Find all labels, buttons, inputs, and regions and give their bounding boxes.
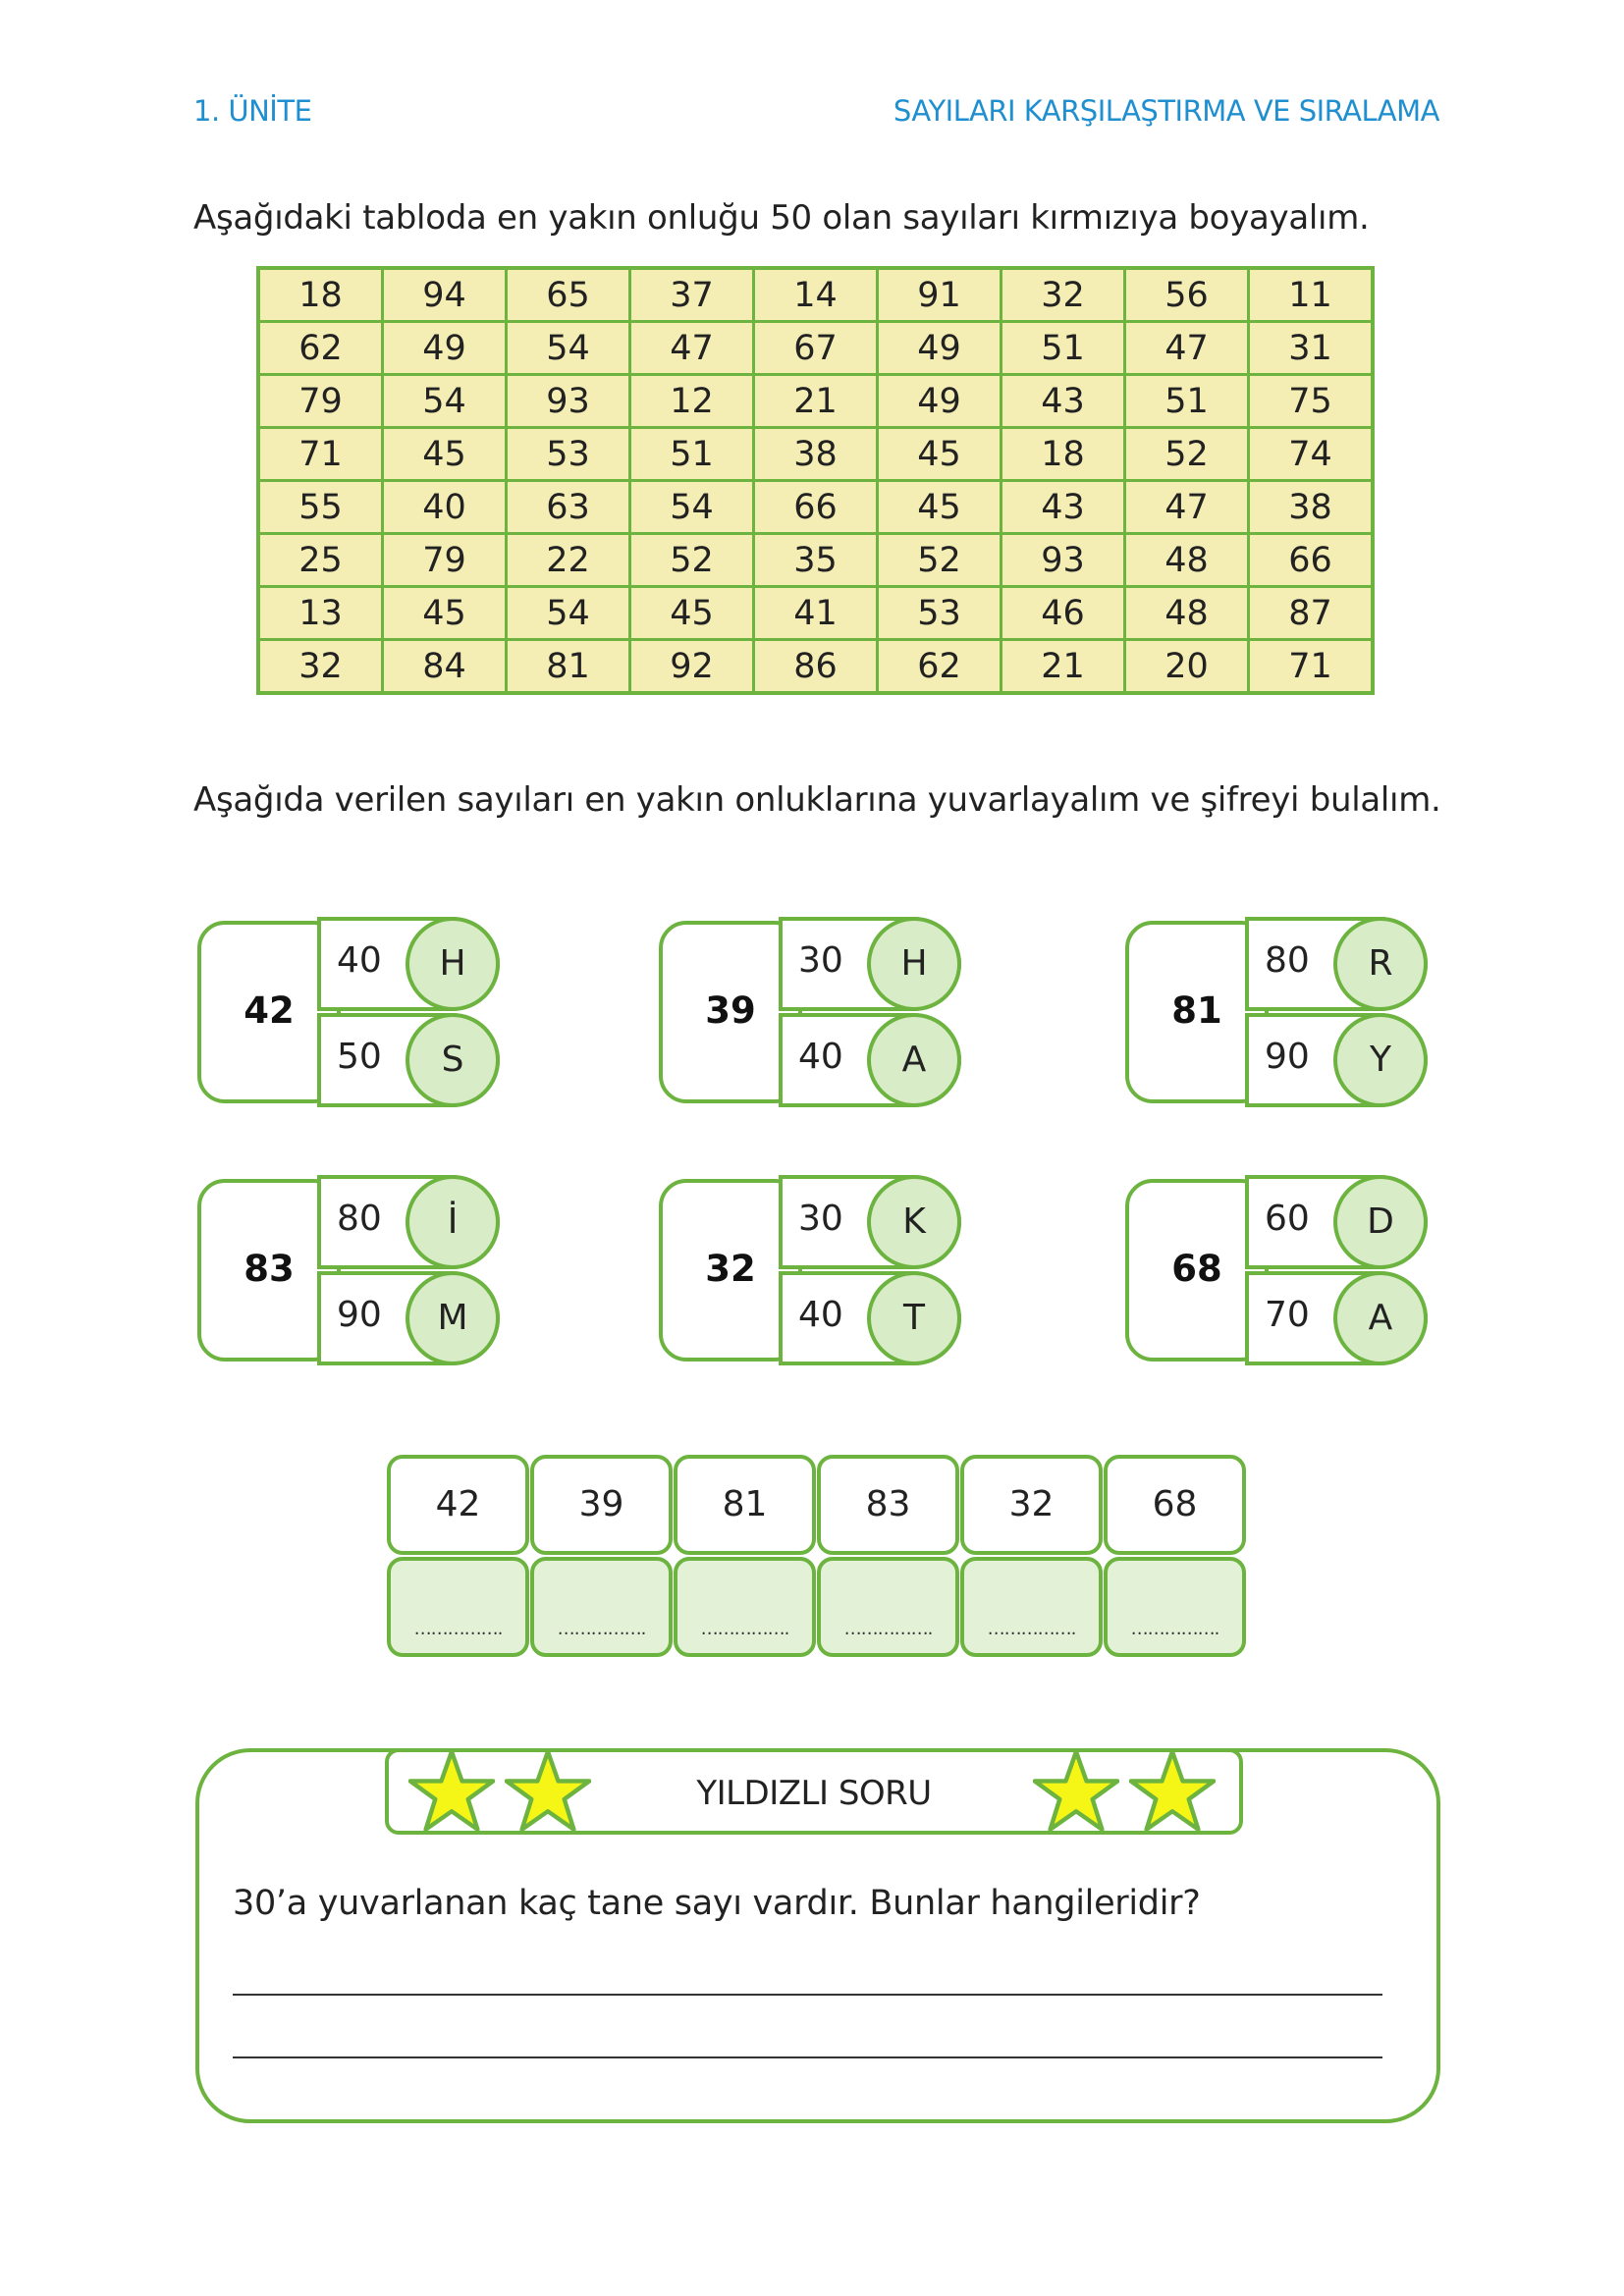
given-number: 42: [244, 989, 295, 1032]
table-cell[interactable]: 94: [383, 268, 507, 322]
code-blank: …………….: [843, 1619, 933, 1639]
option-value: 80: [337, 1199, 382, 1239]
table-row: [258, 587, 1373, 640]
table-row: [258, 640, 1373, 694]
option-letter: H: [406, 917, 500, 1011]
table-cell[interactable]: 46: [1001, 587, 1125, 640]
table-cell[interactable]: 54: [507, 587, 630, 640]
table-cell[interactable]: 52: [878, 534, 1001, 587]
table-row: [258, 428, 1373, 481]
table-cell[interactable]: 43: [1001, 375, 1125, 428]
option-value: 50: [337, 1037, 382, 1077]
star-question-title: YILDIZLI SORU: [696, 1774, 932, 1813]
option-value: 40: [337, 940, 382, 981]
table-cell[interactable]: 67: [754, 322, 878, 375]
rounding-group: [197, 917, 512, 1109]
table-cell[interactable]: 49: [878, 322, 1001, 375]
table-cell[interactable]: 48: [1125, 587, 1249, 640]
table-cell[interactable]: 71: [1249, 640, 1374, 694]
given-number: 81: [1171, 989, 1222, 1032]
given-number: 32: [705, 1248, 756, 1290]
table-cell[interactable]: 22: [507, 534, 630, 587]
table-cell[interactable]: 93: [507, 375, 630, 428]
table-cell[interactable]: 37: [630, 268, 754, 322]
table-cell[interactable]: 40: [383, 481, 507, 534]
table-cell[interactable]: 56: [1125, 268, 1249, 322]
rounding-instruction: Aşağıda verilen sayıları en yakın onluklarına yuvarlayalım ve şifreyi bulalım.: [193, 780, 1441, 820]
table-cell[interactable]: 52: [1125, 428, 1249, 481]
table-cell[interactable]: 47: [630, 322, 754, 375]
table-cell[interactable]: 21: [1001, 640, 1125, 694]
option-value: 30: [798, 940, 843, 981]
option-letter: A: [1333, 1271, 1428, 1365]
rounding-group: [1125, 1175, 1439, 1367]
option-value: 90: [1265, 1037, 1310, 1077]
option-value: 40: [798, 1037, 843, 1077]
rounding-option[interactable]: [317, 1013, 500, 1107]
star-question-text: 30’a yuvarlanan kaç tane sayı vardır. Bunlar hangileridir?: [233, 1884, 1201, 1923]
rounding-option[interactable]: [317, 1175, 500, 1269]
table-cell[interactable]: 25: [258, 534, 383, 587]
rounding-option[interactable]: [1245, 1013, 1428, 1107]
option-letter: M: [406, 1271, 500, 1365]
table-cell[interactable]: 66: [1249, 534, 1374, 587]
code-blank: …………….: [987, 1619, 1076, 1639]
table-cell[interactable]: 45: [383, 587, 507, 640]
star-icon: [1129, 1748, 1216, 1835]
option-letter: H: [867, 917, 961, 1011]
option-value: 80: [1265, 940, 1310, 981]
option-value: 60: [1265, 1199, 1310, 1239]
table-cell[interactable]: 18: [1001, 428, 1125, 481]
table-cell[interactable]: 93: [1001, 534, 1125, 587]
table-cell[interactable]: 32: [258, 640, 383, 694]
star-question-banner: [385, 1748, 1243, 1835]
table-row: [258, 322, 1373, 375]
table-cell[interactable]: 55: [258, 481, 383, 534]
table-cell[interactable]: 53: [878, 587, 1001, 640]
table-cell[interactable]: 84: [383, 640, 507, 694]
code-answer-box[interactable]: [817, 1557, 959, 1657]
table-cell[interactable]: 53: [507, 428, 630, 481]
table-cell[interactable]: 45: [878, 481, 1001, 534]
table-cell[interactable]: 38: [754, 428, 878, 481]
code-blank: …………….: [700, 1619, 789, 1639]
option-letter: K: [867, 1175, 961, 1269]
table-cell[interactable]: 87: [1249, 587, 1374, 640]
table-cell[interactable]: 41: [754, 587, 878, 640]
rounding-option[interactable]: [779, 1175, 961, 1269]
code-number: 42: [387, 1455, 529, 1555]
table-cell[interactable]: 47: [1125, 481, 1249, 534]
table-cell[interactable]: 45: [383, 428, 507, 481]
rounding-option[interactable]: [779, 1271, 961, 1365]
table-cell[interactable]: 62: [878, 640, 1001, 694]
code-answer-box[interactable]: [960, 1557, 1103, 1657]
option-value: 90: [337, 1295, 382, 1335]
answer-line[interactable]: [233, 2056, 1382, 2058]
rounding-option[interactable]: [317, 917, 500, 1011]
table-cell[interactable]: 13: [258, 587, 383, 640]
option-value: 70: [1265, 1295, 1310, 1335]
given-number: 39: [705, 989, 756, 1032]
code-blank: …………….: [413, 1619, 503, 1639]
rounding-option[interactable]: [779, 917, 961, 1011]
table-cell[interactable]: 54: [507, 322, 630, 375]
table-cell[interactable]: 51: [630, 428, 754, 481]
number-table: [256, 266, 1375, 695]
table-cell[interactable]: 52: [630, 534, 754, 587]
option-letter: T: [867, 1271, 961, 1365]
table-cell[interactable]: 20: [1125, 640, 1249, 694]
table-cell[interactable]: 48: [1125, 534, 1249, 587]
given-number: 83: [244, 1248, 295, 1290]
option-letter: S: [406, 1013, 500, 1107]
table-cell[interactable]: 45: [630, 587, 754, 640]
table-cell[interactable]: 47: [1125, 322, 1249, 375]
table-cell[interactable]: 65: [507, 268, 630, 322]
rounding-option[interactable]: [1245, 1271, 1428, 1365]
table-cell[interactable]: 79: [383, 534, 507, 587]
table-cell[interactable]: 66: [754, 481, 878, 534]
rounding-group: [197, 1175, 512, 1367]
table-cell[interactable]: 14: [754, 268, 878, 322]
table-cell[interactable]: 71: [258, 428, 383, 481]
code-answer-box[interactable]: [387, 1557, 529, 1657]
rounding-group: [659, 1175, 973, 1367]
option-letter: D: [1333, 1175, 1428, 1269]
table-instruction: Aşağıdaki tabloda en yakın onluğu 50 olan sayıları kırmızıya boyayalım.: [193, 198, 1370, 238]
code-blank: …………….: [557, 1619, 646, 1639]
rounding-option[interactable]: [1245, 917, 1428, 1011]
table-cell[interactable]: 51: [1125, 375, 1249, 428]
table-cell[interactable]: 18: [258, 268, 383, 322]
table-row: [258, 268, 1373, 322]
table-cell[interactable]: 54: [630, 481, 754, 534]
option-letter: Y: [1333, 1013, 1428, 1107]
table-cell[interactable]: 63: [507, 481, 630, 534]
table-row: [258, 375, 1373, 428]
table-cell[interactable]: 11: [1249, 268, 1374, 322]
rounding-option[interactable]: [317, 1271, 500, 1365]
answer-line[interactable]: [233, 1994, 1382, 1996]
code-answer-box[interactable]: [1104, 1557, 1246, 1657]
table-cell[interactable]: 49: [878, 375, 1001, 428]
option-value: 40: [798, 1295, 843, 1335]
rounding-option[interactable]: [779, 1013, 961, 1107]
table-cell[interactable]: 32: [1001, 268, 1125, 322]
table-cell[interactable]: 75: [1249, 375, 1374, 428]
table-cell[interactable]: 35: [754, 534, 878, 587]
code-number: 83: [817, 1455, 959, 1555]
table-cell[interactable]: 74: [1249, 428, 1374, 481]
star-icon: [1033, 1748, 1119, 1835]
given-number: 68: [1171, 1248, 1222, 1290]
code-number: 32: [960, 1455, 1103, 1555]
table-cell[interactable]: 49: [383, 322, 507, 375]
table-cell[interactable]: 51: [1001, 322, 1125, 375]
table-row: [258, 481, 1373, 534]
unit-label: 1. ÜNİTE: [193, 94, 312, 128]
table-cell[interactable]: 81: [507, 640, 630, 694]
table-row: [258, 534, 1373, 587]
option-letter: İ: [406, 1175, 500, 1269]
code-number: 39: [530, 1455, 673, 1555]
table-cell[interactable]: 31: [1249, 322, 1374, 375]
table-cell[interactable]: 91: [878, 268, 1001, 322]
option-value: 30: [798, 1199, 843, 1239]
topic-title: SAYILARI KARŞILAŞTIRMA VE SIRALAMA: [893, 94, 1439, 128]
table-cell[interactable]: 54: [383, 375, 507, 428]
code-answer-box[interactable]: [530, 1557, 673, 1657]
table-cell[interactable]: 21: [754, 375, 878, 428]
table-cell[interactable]: 86: [754, 640, 878, 694]
table-cell[interactable]: 43: [1001, 481, 1125, 534]
table-cell[interactable]: 45: [878, 428, 1001, 481]
code-answer-box[interactable]: [674, 1557, 816, 1657]
code-number: 68: [1104, 1455, 1246, 1555]
rounding-group: [1125, 917, 1439, 1109]
rounding-option[interactable]: [1245, 1175, 1428, 1269]
rounding-group: [659, 917, 973, 1109]
table-cell[interactable]: 12: [630, 375, 754, 428]
option-letter: R: [1333, 917, 1428, 1011]
option-letter: A: [867, 1013, 961, 1107]
table-cell[interactable]: 62: [258, 322, 383, 375]
table-cell[interactable]: 92: [630, 640, 754, 694]
table-cell[interactable]: 79: [258, 375, 383, 428]
table-cell[interactable]: 38: [1249, 481, 1374, 534]
code-blank: …………….: [1130, 1619, 1219, 1639]
code-number: 81: [674, 1455, 816, 1555]
